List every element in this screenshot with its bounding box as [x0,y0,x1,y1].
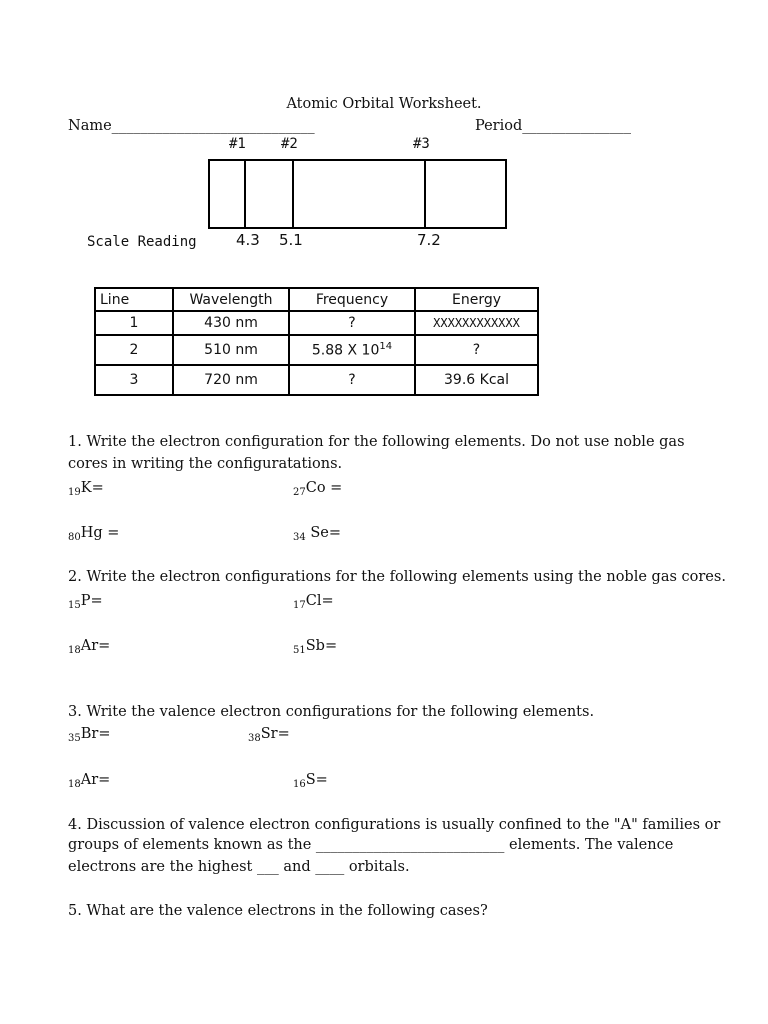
cell-wavelength: 430 nm [173,311,289,335]
header-wavelength: Wavelength [173,288,289,311]
element-label: P= [80,593,103,609]
reading-2: 5.1 [279,231,303,249]
period-blank: _______________ [522,118,632,134]
element-label: Se= [305,525,342,541]
cell-frequency: ? [289,311,415,335]
cell-wavelength: 510 nm [173,335,289,365]
atomic-number: 18 [68,645,81,656]
element-label: Ar= [80,638,111,654]
name-label: Name [68,118,112,134]
q2-item-ar [68,638,110,656]
cell-energy: XXXXXXXXXXXX [415,311,538,335]
worksheet-title: Atomic Orbital Worksheet. [286,96,482,112]
name-blank: ____________________________ [111,118,315,134]
q3-item-sr [248,726,290,744]
element-label: Br= [80,726,111,742]
element-label: Sr= [260,726,290,742]
q3-item-ar [68,772,110,790]
spectrum-scale-box [208,159,507,229]
q2-text: 2. Write the electron configurations for the following elements using the noble gas cores. [68,569,726,585]
atomic-number: 27 [293,487,306,498]
q4-line3: electrons are the highest ___ and ____ orbitals. [68,859,410,875]
q3-item-s [293,772,328,790]
q3-text: 3. Write the valence electron configurations for the following elements. [68,704,595,720]
atomic-number: 51 [293,645,306,656]
atomic-number: 35 [68,733,81,744]
q4-line1: 4. Discussion of valence electron configurations is usually confined to the "A" families or [68,817,721,833]
cell-frequency [289,335,415,365]
scale-reading-label: Scale Reading [87,234,197,250]
atomic-number: 34 [293,532,306,543]
period-label: Period [475,118,523,134]
cell-wavelength: 720 nm [173,365,289,395]
cell-line: 1 [95,311,173,335]
cell-energy: ? [415,335,538,365]
q2-item-sb [293,638,337,656]
q1-text-line2: cores in writing the configuratations. [68,456,343,472]
name-field [68,118,315,134]
table-row [95,311,538,335]
table-header-row [95,288,538,311]
spectral-data-table [94,287,539,396]
element-label: K= [80,480,104,496]
element-label: S= [305,772,328,788]
q2-item-cl [293,593,334,611]
cell-line: 3 [95,365,173,395]
atomic-number: 19 [68,487,81,498]
element-label: Ar= [80,772,111,788]
header-line: Line [95,288,173,311]
q2-item-p [68,593,103,611]
atomic-number: 80 [68,532,81,543]
atomic-number: 17 [293,600,306,611]
reading-1: 4.3 [236,231,260,249]
q1-item-k [68,480,104,498]
cell-energy: 39.6 Kcal [415,365,538,395]
header-energy: Energy [415,288,538,311]
q1-item-co [293,480,342,498]
q1-text-line1: 1. Write the electron configuration for the following elements. Do not use noble gas [68,434,685,450]
q1-item-se [293,525,341,543]
atomic-number: 15 [68,600,81,611]
cell-frequency: ? [289,365,415,395]
atomic-number: 16 [293,779,306,790]
cell-line: 2 [95,335,173,365]
atomic-number: 38 [248,733,261,744]
frequency-base: 5.88 X 10 [311,342,380,359]
element-label: Hg = [80,525,120,541]
q4-line2: groups of elements known as the __________________________ elements. The valence [68,837,674,853]
period-field [475,118,631,134]
q3-item-br [68,726,110,744]
spectral-line-2 [292,161,294,227]
table-row [95,335,538,365]
table-row [95,365,538,395]
element-label: Sb= [305,638,338,654]
header-frequency: Frequency [289,288,415,311]
reading-3: 7.2 [417,231,441,249]
frequency-exponent: 14 [379,341,393,353]
marker-2: #2 [281,136,298,152]
q5-text: 5. What are the valence electrons in the following cases? [68,903,488,919]
q1-item-hg [68,525,119,543]
element-label: Co = [305,480,343,496]
atomic-number: 18 [68,779,81,790]
spectral-line-3 [424,161,426,227]
element-label: Cl= [305,593,334,609]
marker-3: #3 [413,136,430,152]
marker-1: #1 [229,136,246,152]
spectral-line-1 [244,161,246,227]
